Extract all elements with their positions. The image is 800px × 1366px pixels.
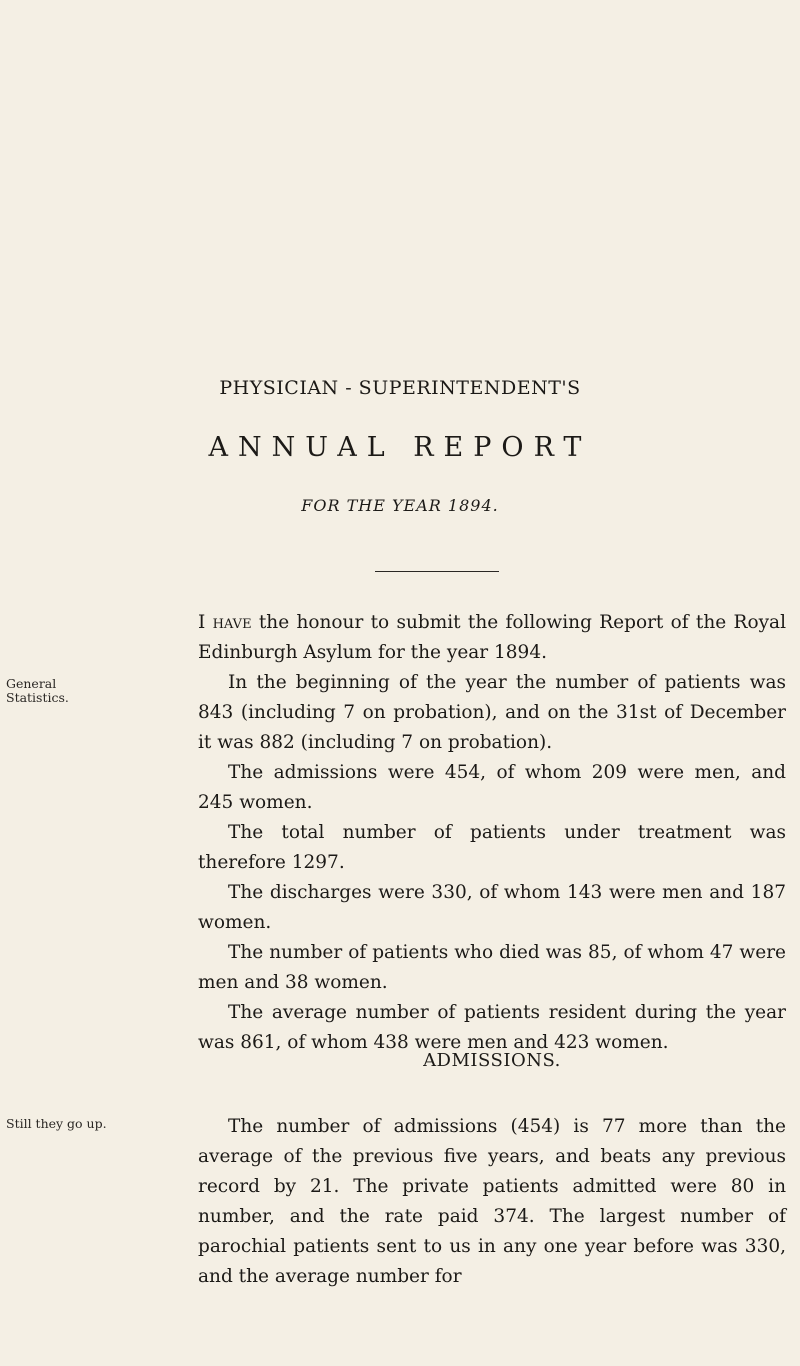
paragraph-admissions: The admissions were 454, of whom 209 were men, and 245 women. [198, 762, 786, 813]
intro-paragraph [198, 608, 786, 668]
opening-word: I have [198, 612, 252, 633]
paragraph-total: The total number of patients under treatment was therefore 1297. [198, 822, 786, 873]
paragraph-average: The average number of patients resident during the year was 861, of whom 438 were men and 423 women. [198, 1002, 786, 1053]
admissions-heading: ADMISSIONS. [423, 1050, 561, 1071]
paragraph-patients: In the beginning of the year the number of patients was 843 (including 7 on probation), and on the 31st of December it was 882 (including 7 on probation). [198, 672, 786, 753]
margin-note-admissions: Still they go up. [6, 1116, 107, 1131]
report-year: FOR THE YEAR 1894. [301, 496, 499, 515]
margin-note-line: General [6, 676, 57, 691]
divider-rule [375, 571, 499, 572]
margin-note-general-statistics [6, 677, 156, 705]
margin-note-line: Statistics. [6, 690, 69, 705]
admissions-text [198, 1112, 786, 1292]
intro-text: the honour to submit the following Report of the Royal Edinburgh Asylum for the year 1894. [198, 612, 786, 663]
paragraph-admissions-detail: The number of admissions (454) is 77 more than the average of the previous five years, and beats any previous record by 21. The private patients admitted were 80 in number, and the rate paid 374. The largest number of parochial patients sent to us in any one year before was 330, and the average number for [198, 1116, 786, 1287]
paragraph-deaths: The number of patients who died was 85, of whom 47 were men and 38 women. [198, 942, 786, 993]
general-statistics-text [198, 608, 786, 1058]
paragraph-discharges: The discharges were 330, of whom 143 were men and 187 women. [198, 882, 786, 933]
report-title: ANNUAL REPORT [208, 432, 592, 463]
report-author-heading: PHYSICIAN - SUPERINTENDENT'S [219, 377, 581, 399]
